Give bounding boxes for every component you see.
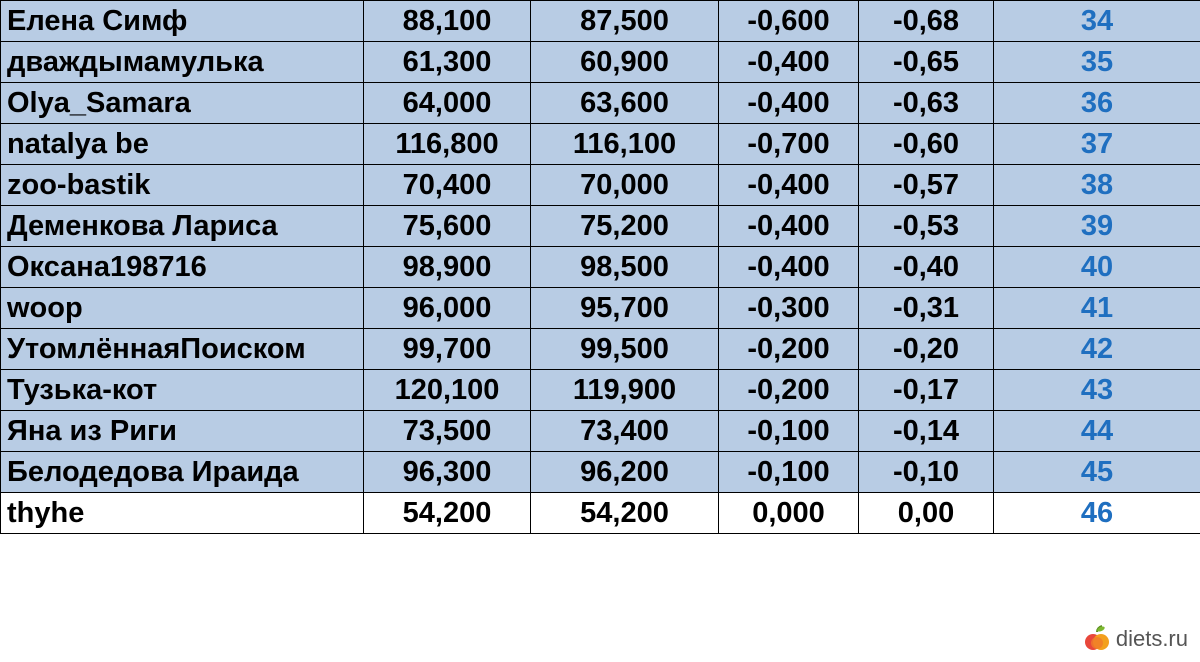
rank-cell: 45 [994,452,1200,493]
participant-name-cell: Елена Симф [1,1,364,42]
percent-change-cell: -0,65 [859,42,994,83]
start-weight-cell: 116,800 [364,124,531,165]
participant-name-cell: дваждымамулька [1,42,364,83]
current-weight-cell: 54,200 [531,493,719,534]
participant-name-cell: Olya_Samara [1,83,364,124]
table-row [1,452,1200,493]
percent-change-cell: -0,40 [859,247,994,288]
table-row [1,83,1200,124]
start-weight-cell: 99,700 [364,329,531,370]
current-weight-cell: 96,200 [531,452,719,493]
rank-cell: 36 [994,83,1200,124]
table-row [1,124,1200,165]
rank-cell: 40 [994,247,1200,288]
table-row [1,329,1200,370]
table-row [1,370,1200,411]
weight-change-cell: -0,400 [719,83,859,124]
participant-name-cell: zoo-bastik [1,165,364,206]
current-weight-cell: 73,400 [531,411,719,452]
percent-change-cell: -0,57 [859,165,994,206]
table-row [1,411,1200,452]
participant-name-cell: thyhe [1,493,364,534]
rank-cell: 43 [994,370,1200,411]
start-weight-cell: 98,900 [364,247,531,288]
rank-cell: 37 [994,124,1200,165]
rank-cell: 34 [994,1,1200,42]
start-weight-cell: 61,300 [364,42,531,83]
weight-change-cell: -0,400 [719,206,859,247]
weight-change-cell: -0,400 [719,42,859,83]
current-weight-cell: 75,200 [531,206,719,247]
start-weight-cell: 70,400 [364,165,531,206]
percent-change-cell: -0,14 [859,411,994,452]
current-weight-cell: 63,600 [531,83,719,124]
percent-change-cell: -0,60 [859,124,994,165]
current-weight-cell: 119,900 [531,370,719,411]
apple-icon [1082,624,1112,654]
current-weight-cell: 70,000 [531,165,719,206]
weight-change-cell: -0,400 [719,165,859,206]
rank-cell: 35 [994,42,1200,83]
table-row [1,1,1200,42]
rank-cell: 42 [994,329,1200,370]
watermark-text: diets.ru [1115,626,1188,651]
rank-cell: 44 [994,411,1200,452]
table-row [1,493,1200,534]
results-table-body [1,1,1200,534]
current-weight-cell: 99,500 [531,329,719,370]
percent-change-cell: -0,68 [859,1,994,42]
weight-change-cell: -0,300 [719,288,859,329]
participant-name-cell: Белодедова Ираида [1,452,364,493]
weight-change-cell: -0,200 [719,370,859,411]
participant-name-cell: Тузька-кот [1,370,364,411]
percent-change-cell: -0,31 [859,288,994,329]
weight-change-cell: -0,600 [719,1,859,42]
current-weight-cell: 98,500 [531,247,719,288]
percent-change-cell: -0,20 [859,329,994,370]
participant-name-cell: УтомлённаяПоиском [1,329,364,370]
start-weight-cell: 75,600 [364,206,531,247]
start-weight-cell: 120,100 [364,370,531,411]
percent-change-cell: -0,63 [859,83,994,124]
rank-cell: 46 [994,493,1200,534]
rank-cell: 38 [994,165,1200,206]
table-row [1,42,1200,83]
start-weight-cell: 54,200 [364,493,531,534]
weight-change-cell: -0,100 [719,411,859,452]
percent-change-cell: 0,00 [859,493,994,534]
participant-name-cell: natalya be [1,124,364,165]
start-weight-cell: 88,100 [364,1,531,42]
weight-change-cell: -0,400 [719,247,859,288]
weight-change-cell: -0,700 [719,124,859,165]
weight-change-cell: -0,100 [719,452,859,493]
table-row [1,165,1200,206]
start-weight-cell: 96,000 [364,288,531,329]
rank-cell: 41 [994,288,1200,329]
table-row [1,247,1200,288]
site-watermark [1082,624,1188,654]
start-weight-cell: 73,500 [364,411,531,452]
table-row [1,288,1200,329]
percent-change-cell: -0,10 [859,452,994,493]
current-weight-cell: 95,700 [531,288,719,329]
start-weight-cell: 64,000 [364,83,531,124]
participant-name-cell: woop [1,288,364,329]
participant-name-cell: Яна из Риги [1,411,364,452]
weight-change-cell: -0,200 [719,329,859,370]
current-weight-cell: 60,900 [531,42,719,83]
current-weight-cell: 87,500 [531,1,719,42]
current-weight-cell: 116,100 [531,124,719,165]
participant-name-cell: Оксана198716 [1,247,364,288]
start-weight-cell: 96,300 [364,452,531,493]
participant-name-cell: Деменкова Лариса [1,206,364,247]
rank-cell: 39 [994,206,1200,247]
weight-change-cell: 0,000 [719,493,859,534]
table-row [1,206,1200,247]
percent-change-cell: -0,53 [859,206,994,247]
percent-change-cell: -0,17 [859,370,994,411]
